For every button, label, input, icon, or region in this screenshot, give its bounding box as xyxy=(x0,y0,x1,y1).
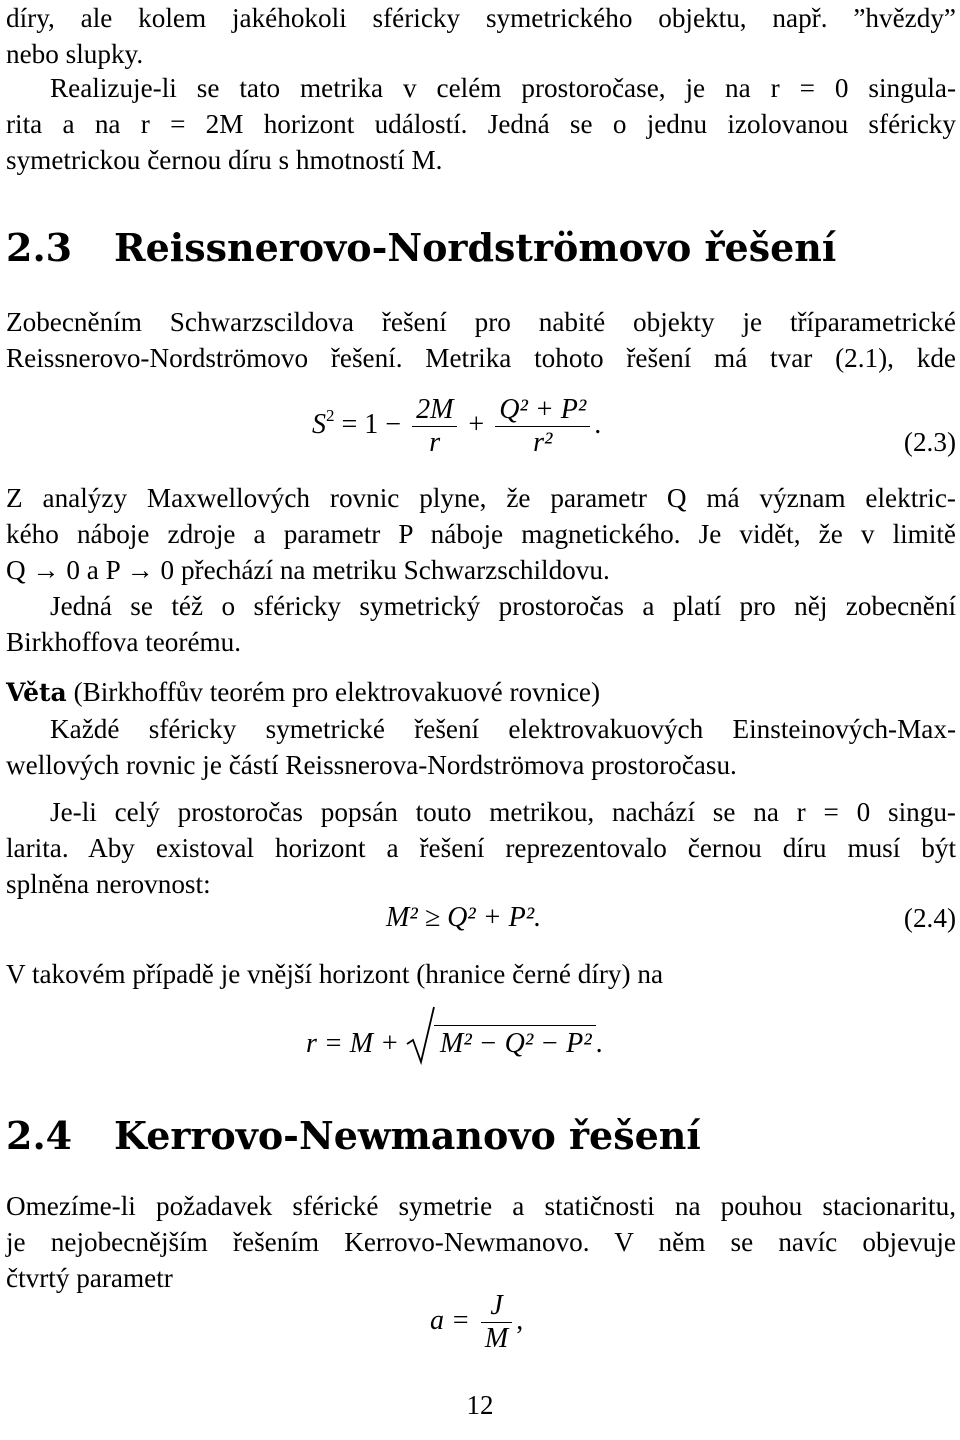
section-heading-2-4 xyxy=(6,1114,956,1158)
fraction xyxy=(481,1290,512,1355)
fraction xyxy=(495,394,590,459)
text-line: splněna nerovnost: xyxy=(6,869,211,899)
text-line: larita. Aby existoval horizont a řešení reprezentovalo černou díru musí být xyxy=(6,833,956,863)
equation-expression xyxy=(306,1026,603,1062)
section-2-3-paragraph-2 xyxy=(6,480,956,588)
text-line: Q → 0 a P → 0 přechází na metriku Schwarzschildovu. xyxy=(6,555,610,585)
text-line: V takovém případě je vnější horizont (hranice černé díry) na xyxy=(6,959,664,989)
eq-part: r = M + xyxy=(306,1028,400,1059)
text-line: čtvrtý parametr xyxy=(6,1263,173,1293)
eq-part: . xyxy=(595,1028,603,1059)
text-line: Jedná se též o sféricky symetrický prostoročas a platí pro něj zobecnění xyxy=(50,591,956,621)
fraction-denominator: M xyxy=(484,1323,509,1354)
equation-2-3 xyxy=(6,394,956,484)
equation-expression: M² ≥ Q² + P². xyxy=(386,902,542,933)
fraction-numerator: 2M xyxy=(412,394,457,427)
text-line: Reissnerovo-Nordströmovo řešení. Metrika tohoto řešení má tvar (2.1), kde xyxy=(6,343,956,373)
fraction xyxy=(412,394,457,459)
eq-part: a = xyxy=(430,1304,470,1336)
eq-lhs: S xyxy=(312,408,326,440)
section-2-3-paragraph-3 xyxy=(6,588,956,660)
eq-part: + xyxy=(468,408,485,440)
square-root xyxy=(406,1026,596,1062)
equation-horizon xyxy=(6,1018,956,1078)
section-2-3-paragraph-5 xyxy=(6,956,956,992)
text-line: je nejobecnějším řešením Kerrovo-Newmanovo. V něm se navíc objevuje xyxy=(6,1227,956,1257)
radicand: M² − Q² − P² xyxy=(434,1025,596,1059)
section-title: Kerrovo-Newmanovo řešení xyxy=(114,1113,701,1158)
theorem-heading xyxy=(6,674,956,711)
text-line: kého náboje zdroje a parametr P náboje magnetického. Je vidět, že v limitě xyxy=(6,519,956,549)
document-page xyxy=(6,0,956,1440)
section-number: 2.4 xyxy=(6,1113,73,1158)
eq-part: . xyxy=(594,408,602,440)
text-line: rita a na r = 2M horizont událostí. Jedná se o jednu izolovanou sféricky xyxy=(6,109,956,139)
section-number: 2.3 xyxy=(6,225,73,270)
eq-part: = 1 − xyxy=(341,408,402,440)
equation-number: (2.3) xyxy=(903,427,956,457)
eq-lhs-sup: 2 xyxy=(326,405,335,425)
text-line: Z analýzy Maxwellových rovnic plyne, že parametr Q má význam elektric- xyxy=(6,483,956,513)
section-2-3-paragraph-4 xyxy=(6,794,956,902)
theorem-name: (Birkhoffův teorém pro elektrovakuové rovnice) xyxy=(73,677,601,707)
equation-a xyxy=(6,1290,956,1364)
equation-expression xyxy=(312,394,601,459)
section-heading-2-3 xyxy=(6,226,956,270)
equation-expression xyxy=(430,1290,523,1355)
section-2-4-paragraph xyxy=(6,1188,956,1296)
theorem-label: Věta xyxy=(6,678,67,707)
text-line: Birkhoffova teorému. xyxy=(6,627,242,657)
intro-paragraph-2 xyxy=(6,70,956,178)
text-line: Zobecněním Schwarzscildova řešení pro nabité objekty je tříparametrické xyxy=(6,307,956,337)
theorem xyxy=(6,674,956,783)
radical-sign-icon xyxy=(406,1006,436,1066)
equation-2-4 xyxy=(6,900,956,944)
fraction-numerator: Q² + P² xyxy=(495,394,590,427)
text-line: nebo slupky. xyxy=(6,39,144,69)
intro-paragraph xyxy=(6,0,956,72)
section-2-3-intro xyxy=(6,304,956,376)
text-line: díry, ale kolem jakéhokoli sféricky symetrického objektu, např. ”hvězdy” xyxy=(6,3,956,33)
eq-part: , xyxy=(516,1304,524,1336)
fraction-numerator: J xyxy=(481,1290,512,1323)
page-number: 12 xyxy=(466,1390,494,1420)
equation-number: (2.4) xyxy=(903,903,956,933)
fraction-denominator: r xyxy=(429,427,441,458)
text-line: Realizuje-li se tato metrika v celém prostoročase, je na r = 0 singula- xyxy=(50,73,956,103)
text-line: Každé sféricky symetrické řešení elektrovakuových Einsteinových-Max- xyxy=(50,714,956,744)
text-line: wellových rovnic je částí Reissnerova-Nordströmova prostoročasu. xyxy=(6,750,737,780)
section-title: Reissnerovo-Nordströmovo řešení xyxy=(114,225,837,270)
text-line: symetrickou černou díru s hmotností M. xyxy=(6,145,443,175)
text-line: Je-li celý prostoročas popsán touto metrikou, nachází se na r = 0 singu- xyxy=(50,797,956,827)
text-line: Omezíme-li požadavek sférické symetrie a statičnosti na pouhou stacionaritu, xyxy=(6,1191,956,1221)
fraction-denominator: r² xyxy=(533,427,553,458)
